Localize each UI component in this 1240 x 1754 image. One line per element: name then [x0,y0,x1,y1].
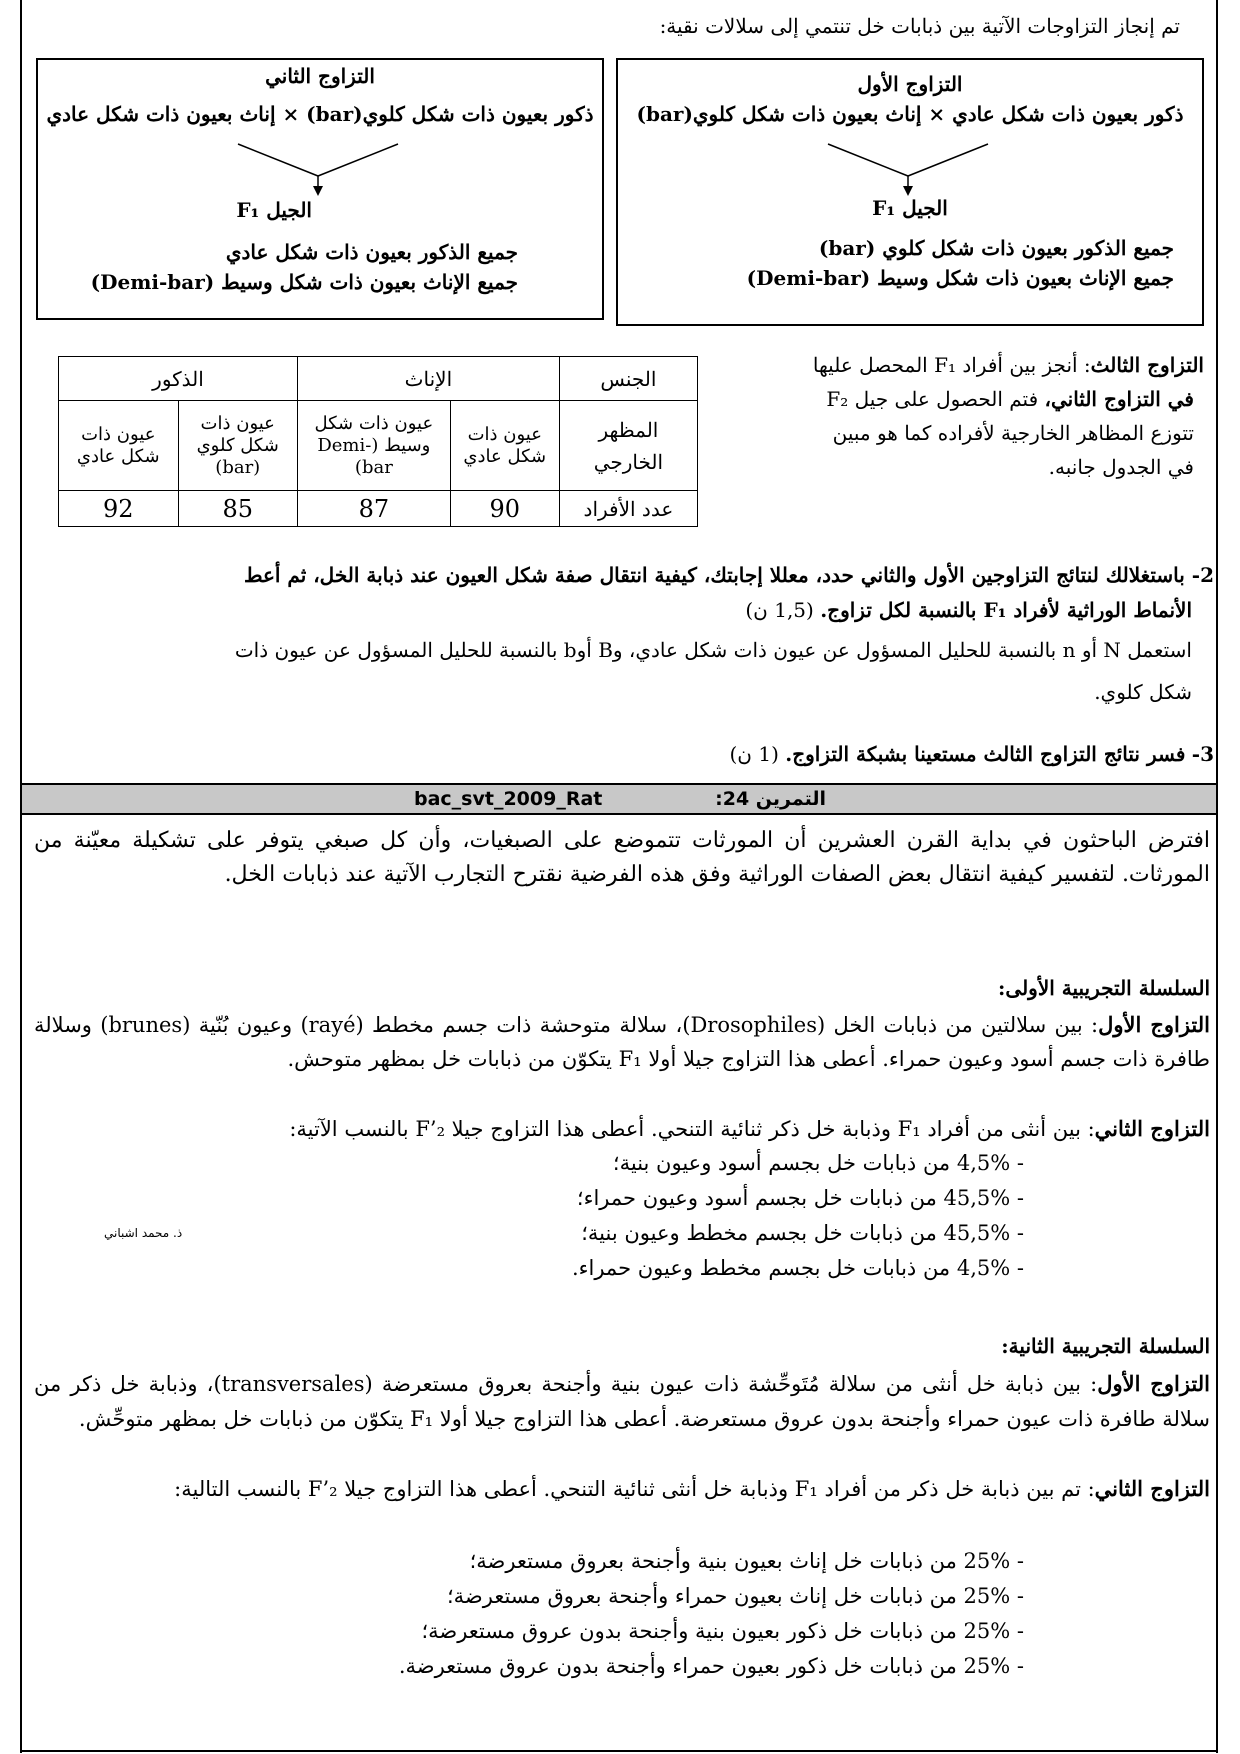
table-row-counts [59,491,698,527]
document-page [20,0,1220,1754]
cross3-line2: فتم الحصول على جيل F₂ [826,387,1045,411]
s2-cross1 [34,1366,1210,1437]
s1-results [224,1146,1024,1286]
count-label: عدد الأفراد [559,491,697,527]
cross3-label: التزاوج الثالث [1090,353,1204,377]
frame-left [20,0,22,783]
cross2-box [36,58,604,320]
cross1-females: جميع الإناث بعيون ذات شكل وسيط (Demi-bar) [746,266,1174,290]
s2-result-1: - 25% من ذبابات خل إناث بعيون بنية وأجنحة بعروق مستعرضة؛ [469,1549,1024,1573]
s2-cross1-label: التزاوج الأول [1097,1371,1210,1396]
count-female-demibar: 87 [297,491,450,527]
cross2-title: التزاوج الثاني [265,64,375,88]
phenotype-female-demibar: عيون ذات شكل وسيط (Demi-bar) [297,401,450,491]
s2-result-2: - 25% من ذبابات خل إناث بعيون حمراء وأجنحة بعروق مستعرضة؛ [446,1584,1024,1608]
phenotype-male-bar: عيون ذات شكل كلوي (bar) [178,401,297,491]
phenotype-table [58,356,698,527]
cross2-parents: ذكور بعيون ذات شكل كلوي(bar) × إناث بعيون ذات شكل عادي [46,102,594,126]
cross1-title: التزاوج الأول [857,72,963,96]
cross3-line3: تتوزع المظاهر الخارجية لأفراده كما هو مبين [832,421,1194,445]
cross2-arrow [228,138,408,198]
frame2-bottom [20,1750,1218,1752]
s1-cross1-text: : بين سلالتين من ذبابات الخل (Drosophiles)، سلالة متوحشة ذات جسم مخطط (rayé) وعيون بُنّية (brunes) وسلالة طافرة ذات جسم أسود وعيون حمراء. أعطى هذا التزاوج جيلا أولا F₁ يتكوّن من ذبابات خل بمظهر متوحش. [34,1013,1210,1071]
cross3-block [704,348,1204,484]
cross2-females: جميع الإناث بعيون ذات شكل وسيط (Demi-bar) [90,270,518,294]
cross3-line4: في الجدول جانبه. [1048,455,1194,479]
s1-result-4: - 4,5% من ذبابات خل بجسم مخطط وعيون حمراء. [571,1256,1024,1280]
q3-points: (1 ن) [729,742,779,766]
table-row-sex [59,357,698,401]
s1-cross2-text: : بين أنثى من أفراد F₁ وذبابة خل ذكر ثنائية التنحي. أعطى هذا التزاوج جيلا F’₂ بالنسب الآتية: [289,1117,1095,1141]
s2-cross2-label: التزاوج الثاني [1094,1476,1210,1501]
exercise-code: bac_svt_2009_Rat [414,788,603,810]
author-credit: ذ. محمد اشباني [104,1226,183,1240]
q2-line1 [34,563,1214,587]
q2-text1: باستغلالك لنتائج التزاوجين الأول والثاني حدد، معللا إجابتك، كيفية انتقال صفة شكل العيون عند ذبابة الخل، ثم أعط [243,563,1185,587]
table-row-phenotypes [59,401,698,491]
q2-text2: الأنماط الوراثية لأفراد F₁ بالنسبة لكل تزاوج. [820,598,1192,622]
s2-cross2-text: : تم بين ذبابة خل ذكر من أفراد F₁ وذبابة خل أنثى ثنائية التنحي. أعطى هذا التزاوج جيلا F’₂ بالنسب التالية: [174,1477,1095,1501]
females-header: الإناث [297,357,559,401]
phenotype-male-normal: عيون ذات شكل عادي [59,401,179,491]
cross3-line1: : أنجز بين أفراد F₁ المحصل عليها [812,353,1091,377]
s2-result-4: - 25% من ذبابات خل ذكور بعيون حمراء وأجنحة بدون عروق مستعرضة. [398,1654,1024,1678]
cross1-males: جميع الذكور بعيون ذات شكل كلوي (bar) [818,236,1174,260]
frame2-right [1216,815,1218,1753]
q3-text: فسر نتائج التزاوج الثالث مستعينا بشبكة التزاوج. [785,742,1186,766]
s1-cross1-label: التزاوج الأول [1098,1012,1211,1037]
s1-cross2-label: التزاوج الثاني [1094,1116,1210,1141]
phenotype-label: المظهر الخارجي [559,401,697,491]
phenotype-female-normal: عيون ذات شكل عادي [450,401,559,491]
exercise-label: التمرين 24: [715,788,826,810]
s1-cross2 [34,1112,1210,1146]
series1-title: السلسلة التجريبية الأولى: [998,976,1210,1000]
cross1-arrow [818,138,998,198]
q2-hint1: استعمل N أو n بالنسبة للحليل المسؤول عن عيون ذات شكل عادي، وB أوb بالنسبة للحليل المسؤول عن عيون ذات [234,638,1192,662]
frame2-left [20,815,22,1753]
s2-cross1-text: : بين ذبابة خل أنثى من سلالة مُتَوحِّشة ذات عيون بنية وأجنحة بعروق مستعرضة (transversales)، وذبابة خل ذكر من سلالة طافرة ذات عيون حمراء وأجنحة بدون عروق مستعرضة. أعطى هذا التزاوج جيلا أولا F₁ يتكوّن من ذبابات خل بمظهر متوحِّش. [34,1372,1210,1431]
q3-number: 3- [1191,742,1214,766]
sex-label: الجنس [559,357,697,401]
s2-result-3: - 25% من ذبابات خل ذكور بعيون بنية وأجنحة بدون عروق مستعرضة؛ [421,1619,1024,1643]
q3-line [34,742,1214,766]
count-female-normal: 90 [450,491,559,527]
count-male-bar: 85 [178,491,297,527]
s1-cross1 [34,1008,1210,1076]
males-header: الذكور [59,357,298,401]
cross3-line2-bold: في التزاوج الثاني، [1044,387,1194,411]
q2-number: 2- [1191,563,1214,587]
count-male-normal: 92 [59,491,179,527]
series2-title: السلسلة التجريبية الثانية: [1001,1334,1210,1358]
cross1-box [616,58,1204,326]
s1-result-2: - 45,5% من ذبابات خل بجسم أسود وعيون حمراء؛ [576,1186,1024,1210]
frame-right [1216,0,1218,783]
cross2-generation: الجيل F₁ [236,198,312,222]
exercise-header [20,783,1218,815]
s1-result-1: - 4,5% من ذبابات خل بجسم أسود وعيون بنية؛ [612,1151,1024,1175]
q2-points: (1,5 ن) [745,598,814,622]
intro-text: تم إنجاز التزاوجات الآتية بين ذبابات خل تنتمي إلى سلالات نقية: [659,14,1180,38]
cross2-males: جميع الذكور بعيون ذات شكل عادي [225,240,518,264]
s1-result-3: - 45,5% من ذبابات خل بجسم مخطط وعيون بنية؛ [581,1221,1024,1245]
s2-cross2 [34,1472,1210,1506]
q2-hint2: شكل كلوي. [1094,680,1192,704]
s2-results [124,1544,1024,1684]
cross1-generation: الجيل F₁ [872,196,948,220]
q2-line2 [92,598,1192,622]
part2-intro: افترض الباحثون في بداية القرن العشرين أن المورثات تتموضع على الصبغيات، وأن كل صبغي يتوفر على تشكيلة معيّنة من المورثات. لتفسير كيفية انتقال بعض الصفات الوراثية وفق هذه الفرضية نقترح التجارب الآتية عند ذبابات الخل. [34,828,1210,887]
cross1-parents: ذكور بعيون ذات شكل عادي × إناث بعيون ذات شكل كلوي(bar) [636,102,1184,126]
